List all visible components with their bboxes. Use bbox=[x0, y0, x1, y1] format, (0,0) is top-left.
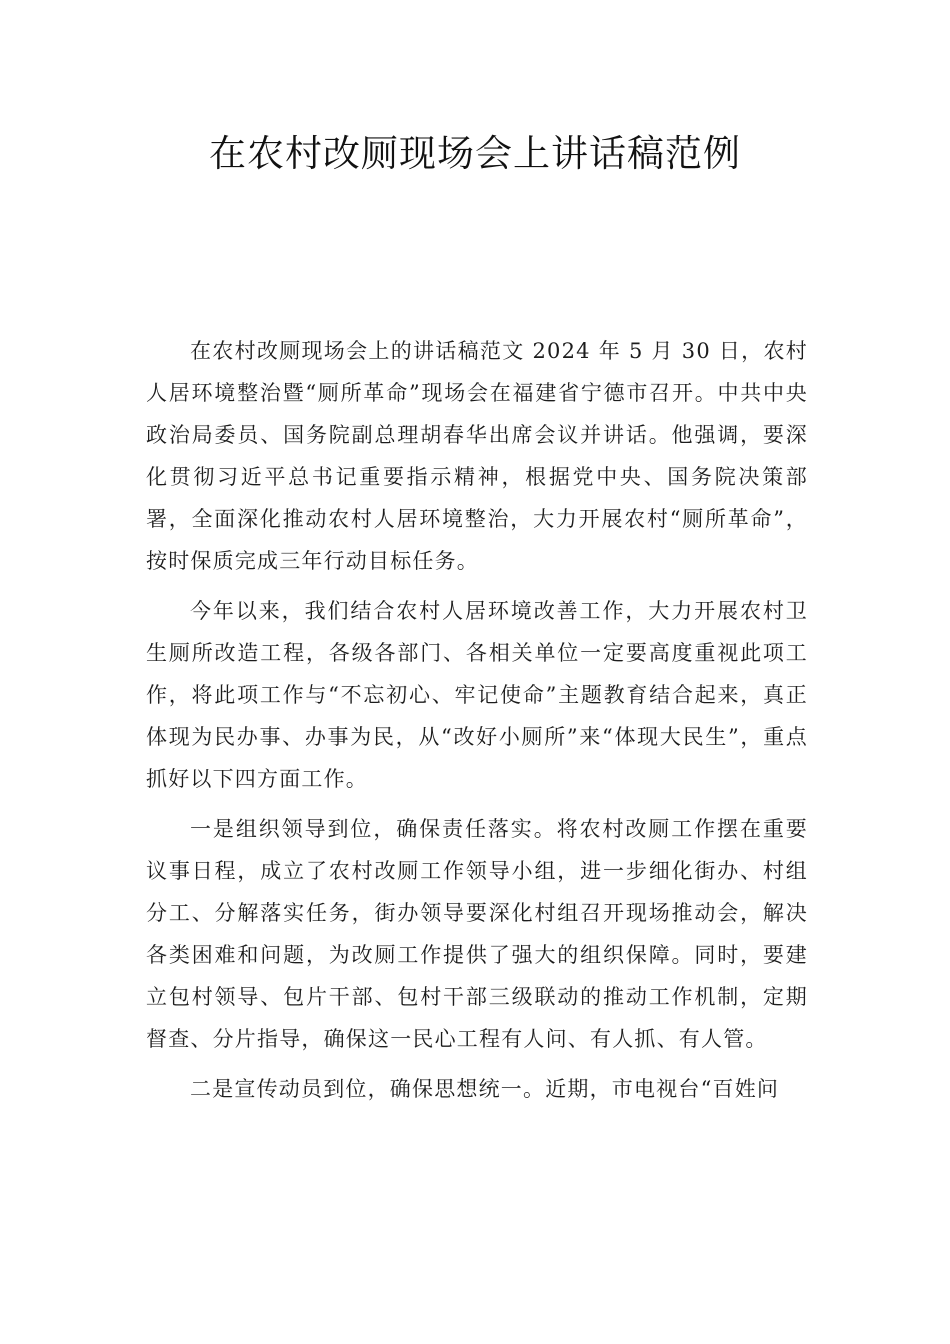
paragraph: 在农村改厕现场会上的讲话稿范文 2024 年 5 月 30 日，农村人居环境整治暨“厕所革命”现场会在福建省宁德市召开。中共中央政治局委员、国务院副总理胡春华出席会议并讲话。他强调，要深化贯彻习近平总书记重要指示精神，根据党中央、国务院决策部署，全面深化推动农村人居环境整治，大力开展农村“厕所革命”，按时保质完成三年行动目标任务。 bbox=[146, 339, 808, 573]
document-title: 在农村改厕现场会上讲话稿范例 bbox=[209, 132, 741, 175]
paragraph: 今年以来，我们结合农村人居环境改善工作，大力开展农村卫生厕所改造工程，各级各部门、各相关单位一定要高度重视此项工作，将此项工作与“不忘初心、牢记使命”主题教育结合起来，真正体现为民办事、办事为民，从“改好小厕所”来“体现大民生”，重点抓好以下四方面工作。 bbox=[146, 599, 808, 791]
document-body bbox=[146, 330, 808, 1118]
paragraph: 二是宣传动员到位，确保思想统一。近期，市电视台“百姓问 bbox=[190, 1077, 780, 1101]
paragraph: 一是组织领导到位，确保责任落实。将农村改厕工作摆在重要议事日程，成立了农村改厕工作领导小组，进一步细化街办、村组分工、分解落实任务，街办领导要深化村组召开现场推动会，解决各类困难和问题，为改厕工作提供了强大的组织保障。同时，要建立包村领导、包片干部、包村干部三级联动的推动工作机制，定期督查、分片指导，确保这一民心工程有人问、有人抓、有人管。 bbox=[146, 817, 808, 1051]
